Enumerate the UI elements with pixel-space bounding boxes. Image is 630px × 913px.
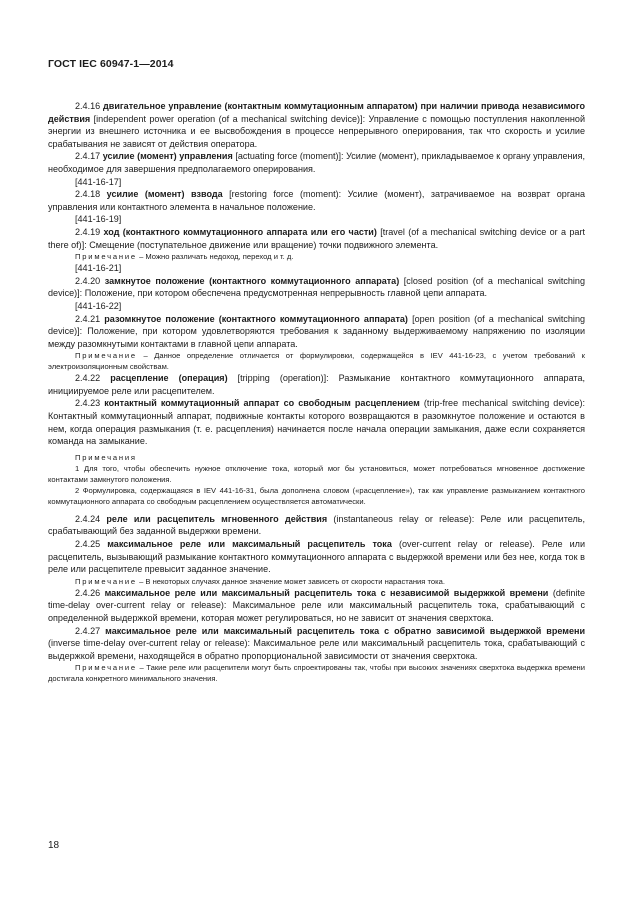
term: максимальное реле или максимальный расцепитель тока с независимой выдержкой времени	[104, 587, 549, 598]
clause-2-4-26: 2.4.26 максимальное реле или максимальный расцепитель тока с независимой выдержкой времени (definite time-delay over-current relay or release): Максимальное реле или максимальный расцепитель тока, срабатывающий с определенной выдержкой времени, которая может регулироваться, но не зависит от значения сверхтока.	[48, 587, 586, 623]
term: максимальное реле или максимальный расцепитель тока	[107, 539, 392, 550]
term: ход (контактного коммутационного аппарата или его части)	[103, 226, 377, 237]
note: Примечание – Можно различать недоход, переход и т. д.	[75, 252, 294, 262]
page-number: 18	[48, 840, 60, 851]
note: Примечание – Данное определение отличается от формулировки, содержащейся в IEV 441-16-23, с учетом требований к электроизоляционным свойствам.	[48, 351, 585, 372]
clause-2-4-24: 2.4.24 реле или расцепитель мгновенного действия (instantaneous relay or release): Реле или расцепитель, срабатывающий без заданной выдержки времени.	[48, 513, 585, 537]
iev-reference: [441-16-19]	[75, 214, 122, 225]
term: двигательное управление (контактным коммутационным аппаратом) при наличии привода независимого действия	[48, 101, 585, 124]
term: разомкнутое положение (контактного коммутационного аппарата)	[104, 313, 408, 324]
note-item: 2 Формулировка, содержащаяся в IEV 441-16-31, была дополнена словом («расцепление»), так как управление размыканием контактного коммутационного аппарата со свободным расцеплением осуществляется автоматически.	[48, 485, 585, 506]
term: усилие (момент) управления	[102, 151, 233, 162]
clause-2-4-23: 2.4.23 контактный коммутационный аппарат со свободным расцеплением (trip-free mechanical switching device): Контактный коммутационный аппарат, подвижные контакты которого возвращаются в разомкнутое положение и остаются в нем, когда операция размыкания (т. е. расцепления) начинается после начала операции замыкания, даже если сохраняется команда на замыкание.	[48, 398, 585, 447]
term: замкнутое положение (контактного коммутационного аппарата)	[104, 275, 400, 286]
standard-header: ГОСТ IEC 60947-1—2014	[48, 58, 174, 70]
clause-2-4-27: 2.4.27 максимальное реле или максимальный расцепитель тока с обратно зависимой выдержкой времени (inverse time-delay over-current relay or release): Максимальное реле или максимальный расцепитель тока, срабатывающий с выдержкой времени, находящейся в обратно пропорциональной зависимости от значения сверхтока.	[48, 625, 586, 661]
clause-2-4-18: 2.4.18 усилие (момент) взвода [restoring force (moment): Усилие (момент), затрачиваемое на возврат органа управления или контактного элемента в начальное положение.	[48, 189, 585, 212]
clause-2-4-22: 2.4.22 расцепление (операция) [tripping (operation)]: Размыкание контактного коммутационного аппарата, инициируемое реле или расцепителем.	[48, 373, 585, 396]
note: Примечание – В некоторых случаях данное значение может зависеть от скорости нарастания тока.	[75, 576, 445, 586]
notes-block	[48, 452, 585, 507]
clause-2-4-25: 2.4.25 максимальное реле или максимальный расцепитель тока (over-current relay or release). Реле или расцепитель, вызывающий размыкание контактного коммутационного аппарата с выдержкой времени или без нее, когда ток в реле или расцепителе превысит заданное значение.	[48, 539, 586, 575]
term: усилие (момент) взвода	[106, 189, 223, 200]
note: Примечание – Такие реле или расцепители могут быть спроектированы так, чтобы при высоких значениях сверхтока выдержка времени достигала конкретного минимального значения.	[48, 663, 585, 684]
term: максимальное реле или максимальный расцепитель тока с обратно зависимой выдержкой времени	[105, 625, 586, 636]
clause-2-4-21: 2.4.21 разомкнутое положение (контактного коммутационного аппарата) [open position (of a mechanical switching device)]: Положение, при котором удовлетворяются требования к заданному выдерживаемому напряжению по изоляции между разомкнутыми контактами в главной цепи аппарата.	[48, 313, 586, 349]
clause-2-4-16: 2.4.16 двигательное управление (контактным коммутационным аппаратом) при наличии привода независимого действия [independent power operation (of a mechanical switching device)]: Управление с помощью поступления накопленной энергии из внешнего источника и ее высвобождения в процессе непрерывного оперирования, так что скорость и усилие срабатывания не зависят от действия оператора.	[48, 101, 585, 149]
clause-2-4-17: 2.4.17 усилие (момент) управления [actuating force (moment)]: Усилие (момент), прикладываемое к органу управления, необходимое для завершения предполагаемого оперирования.	[48, 151, 585, 174]
document-page	[48, 58, 585, 684]
iev-reference: [441-16-17]	[75, 176, 122, 187]
iev-reference: [441-16-22]	[75, 300, 122, 311]
iev-reference: [441-16-21]	[75, 263, 122, 274]
clause-2-4-20: 2.4.20 замкнутое положение (контактного коммутационного аппарата) [closed position (of a mechanical switching device)]: Положение, при котором обеспечена предусмотренная непрерывность главной цепи аппарата.	[48, 275, 585, 299]
notes-heading: Примечания	[75, 452, 137, 462]
note-item: 1 Для того, чтобы обеспечить нужное отключение тока, который мог бы установиться, может потребоваться мгновенное достижение контактами замкнутого положения.	[48, 463, 585, 484]
document-body	[48, 100, 585, 684]
term: контактный коммутационный аппарат со свободным расцеплением	[104, 398, 420, 409]
term: реле или расцепитель мгновенного действия	[106, 513, 328, 524]
term: расцепление (операция)	[110, 373, 228, 384]
clause-2-4-19: 2.4.19 ход (контактного коммутационного аппарата или его части) [travel (of a mechanical switching device or a part there of)]: Смещение (поступательное движение или вращение) точки подвижного элемента.	[48, 226, 585, 250]
